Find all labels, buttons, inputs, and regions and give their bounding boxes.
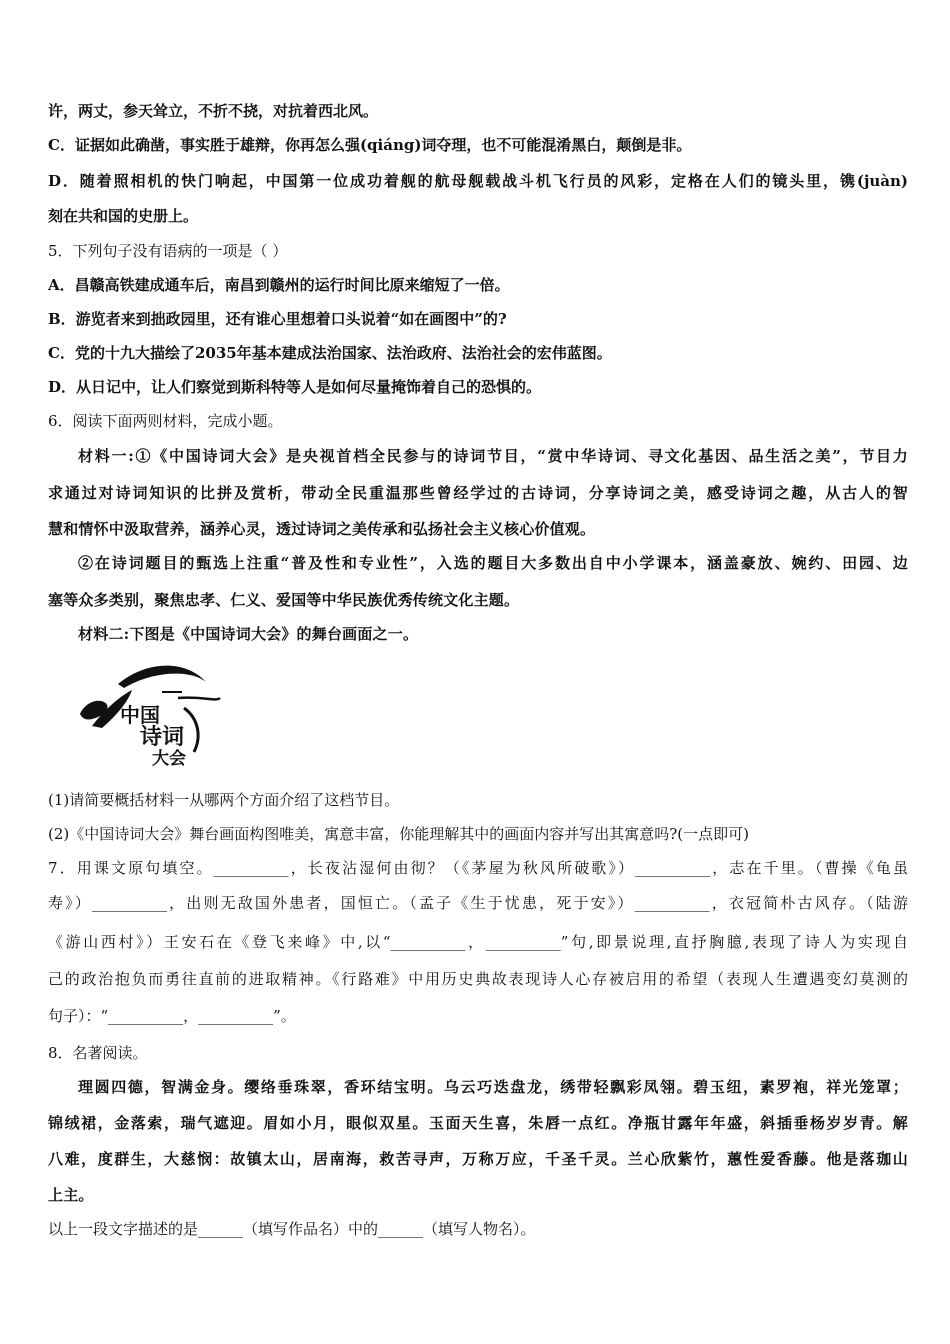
q5-option-c: C．党的十九大描绘了2035年基本建成法治国家、法治政府、法治社会的宏伟蓝图。 [48,344,612,362]
q4-option-b-continuation: 许，两丈，参天耸立，不折不挠，对抗着西北风。 [48,102,379,120]
q5-stem: 5．下列句子没有语病的一项是（ ） [48,242,288,260]
q5-option-d: D．从日记中，让人们察觉到斯科特等人是如何尽量掩饰着自己的恐惧的。 [48,378,542,396]
q7-line2: 寿》）__________，出则无敌国外患者，国恒亡。（孟子《生于忧患，死于安》）__________，衣冠简朴古风存。（陆游 [48,894,908,912]
q4-option-d-line2: 刻在共和国的史册上。 [48,207,199,225]
q6-stem: 6．阅读下面两则材料，完成小题。 [48,412,283,430]
q8-question: 以上一段文字描述的是______（填写作品名）中的______（填写人物名）。 [48,1220,536,1238]
q6-sub1: (1)请简要概括材料一从哪两个方面介绍了这档节目。 [48,791,400,809]
q6-material1-line1: 材料一:①《中国诗词大会》是央视首档全民参与的诗词节目，“赏中华诗词、寻文化基因、品生活之美”，节目力 [78,447,908,465]
q8-passage-line1: 理圆四德，智满金身。缨络垂珠翠，香环结宝明。乌云巧迭盘龙，绣带轻飘彩凤翎。碧玉纽，素罗袍，祥光笼罩； [78,1078,908,1096]
logo-text-line3: 大会 [152,749,186,768]
q6-material2: 材料二:下图是《中国诗词大会》的舞台画面之一。 [78,625,419,643]
poetry-conference-logo [74,652,224,768]
q5-option-a: A．昌赣高铁建成通车后，南昌到赣州的运行时间比原来缩短了一倍。 [48,276,510,294]
q8-passage-line2: 锦绒裙，金落索，瑞气遮迎。眉如小月，眼似双星。玉面天生喜，朱唇一点红。净瓶甘露年年盛，斜插垂杨岁岁青。解 [48,1114,908,1132]
q6-sub2: (2)《中国诗词大会》舞台画面构图唯美，寓意丰富，你能理解其中的画面内容并写出其寓意吗?(一点即可) [48,825,749,843]
logo-text-line1: 中国 [120,703,160,727]
q4-option-c: C．证据如此确凿，事实胜于雄辩，你再怎么强(qiáng)词夺理，也不可能混淆黑白，颠倒是非。 [48,136,692,154]
q6-material1-line2: 求通过对诗词知识的比拼及赏析，带动全民重温那些曾经学过的古诗词，分享诗词之美，感受诗词之趣，从古人的智 [48,484,908,502]
q6-material1-line3: 慧和情怀中汲取营养，涵养心灵，透过诗词之美传承和弘扬社会主义核心价值观。 [48,520,596,538]
q7-line1: 7．用课文原句填空。__________，长夜沾湿何由彻？（《茅屋为秋风所破歌》）__________，志在千里。（曹操《龟虽 [48,859,908,877]
logo-brush-arc-top [118,666,206,688]
q7-line3: 《游山西村》）王安石在《登飞来峰》中,以“__________，__________”句,即景说理,直抒胸臆,表现了诗人为实现自 [48,933,908,951]
logo-brush-curve [184,708,198,752]
q8-stem: 8．名著阅读。 [48,1044,148,1062]
logo-brush-line-right [178,698,220,700]
q5-option-b: B．游览者来到拙政园里，还有谁心里想着口头说着“如在画图中”的? [48,310,507,328]
q6-material1-line5: 塞等众多类别，聚焦忠孝、仁义、爱国等中华民族优秀传统文化主题。 [48,591,520,609]
q6-material1-line4: ②在诗词题目的甄选上注重“普及性和专业性”，入选的题目大多数出自中小学课本，涵盖豪放、婉约、田园、边 [78,554,908,572]
q7-line4: 己的政治抱负而勇往直前的进取精神。《行路难》中用历史典故表现诗人心存被启用的希望（表现人生遭遇变幻莫测的 [48,970,908,988]
q8-passage-line3: 八难，度群生，大慈悯：故镇太山，居南海，救苦寻声，万称万应，千圣千灵。兰心欣紫竹，蕙性爱香藤。他是落珈山 [48,1150,908,1168]
q4-option-d-line1: D．随着照相机的快门响起，中国第一位成功着舰的航母舰载战斗机飞行员的风彩，定格在人们的镜头里，镌(juàn) [48,172,908,190]
q8-passage-line4: 上主。 [48,1186,94,1204]
q7-line5: 句子）：“__________，__________”。 [48,1007,296,1025]
logo-text-line2: 诗词 [140,724,185,750]
